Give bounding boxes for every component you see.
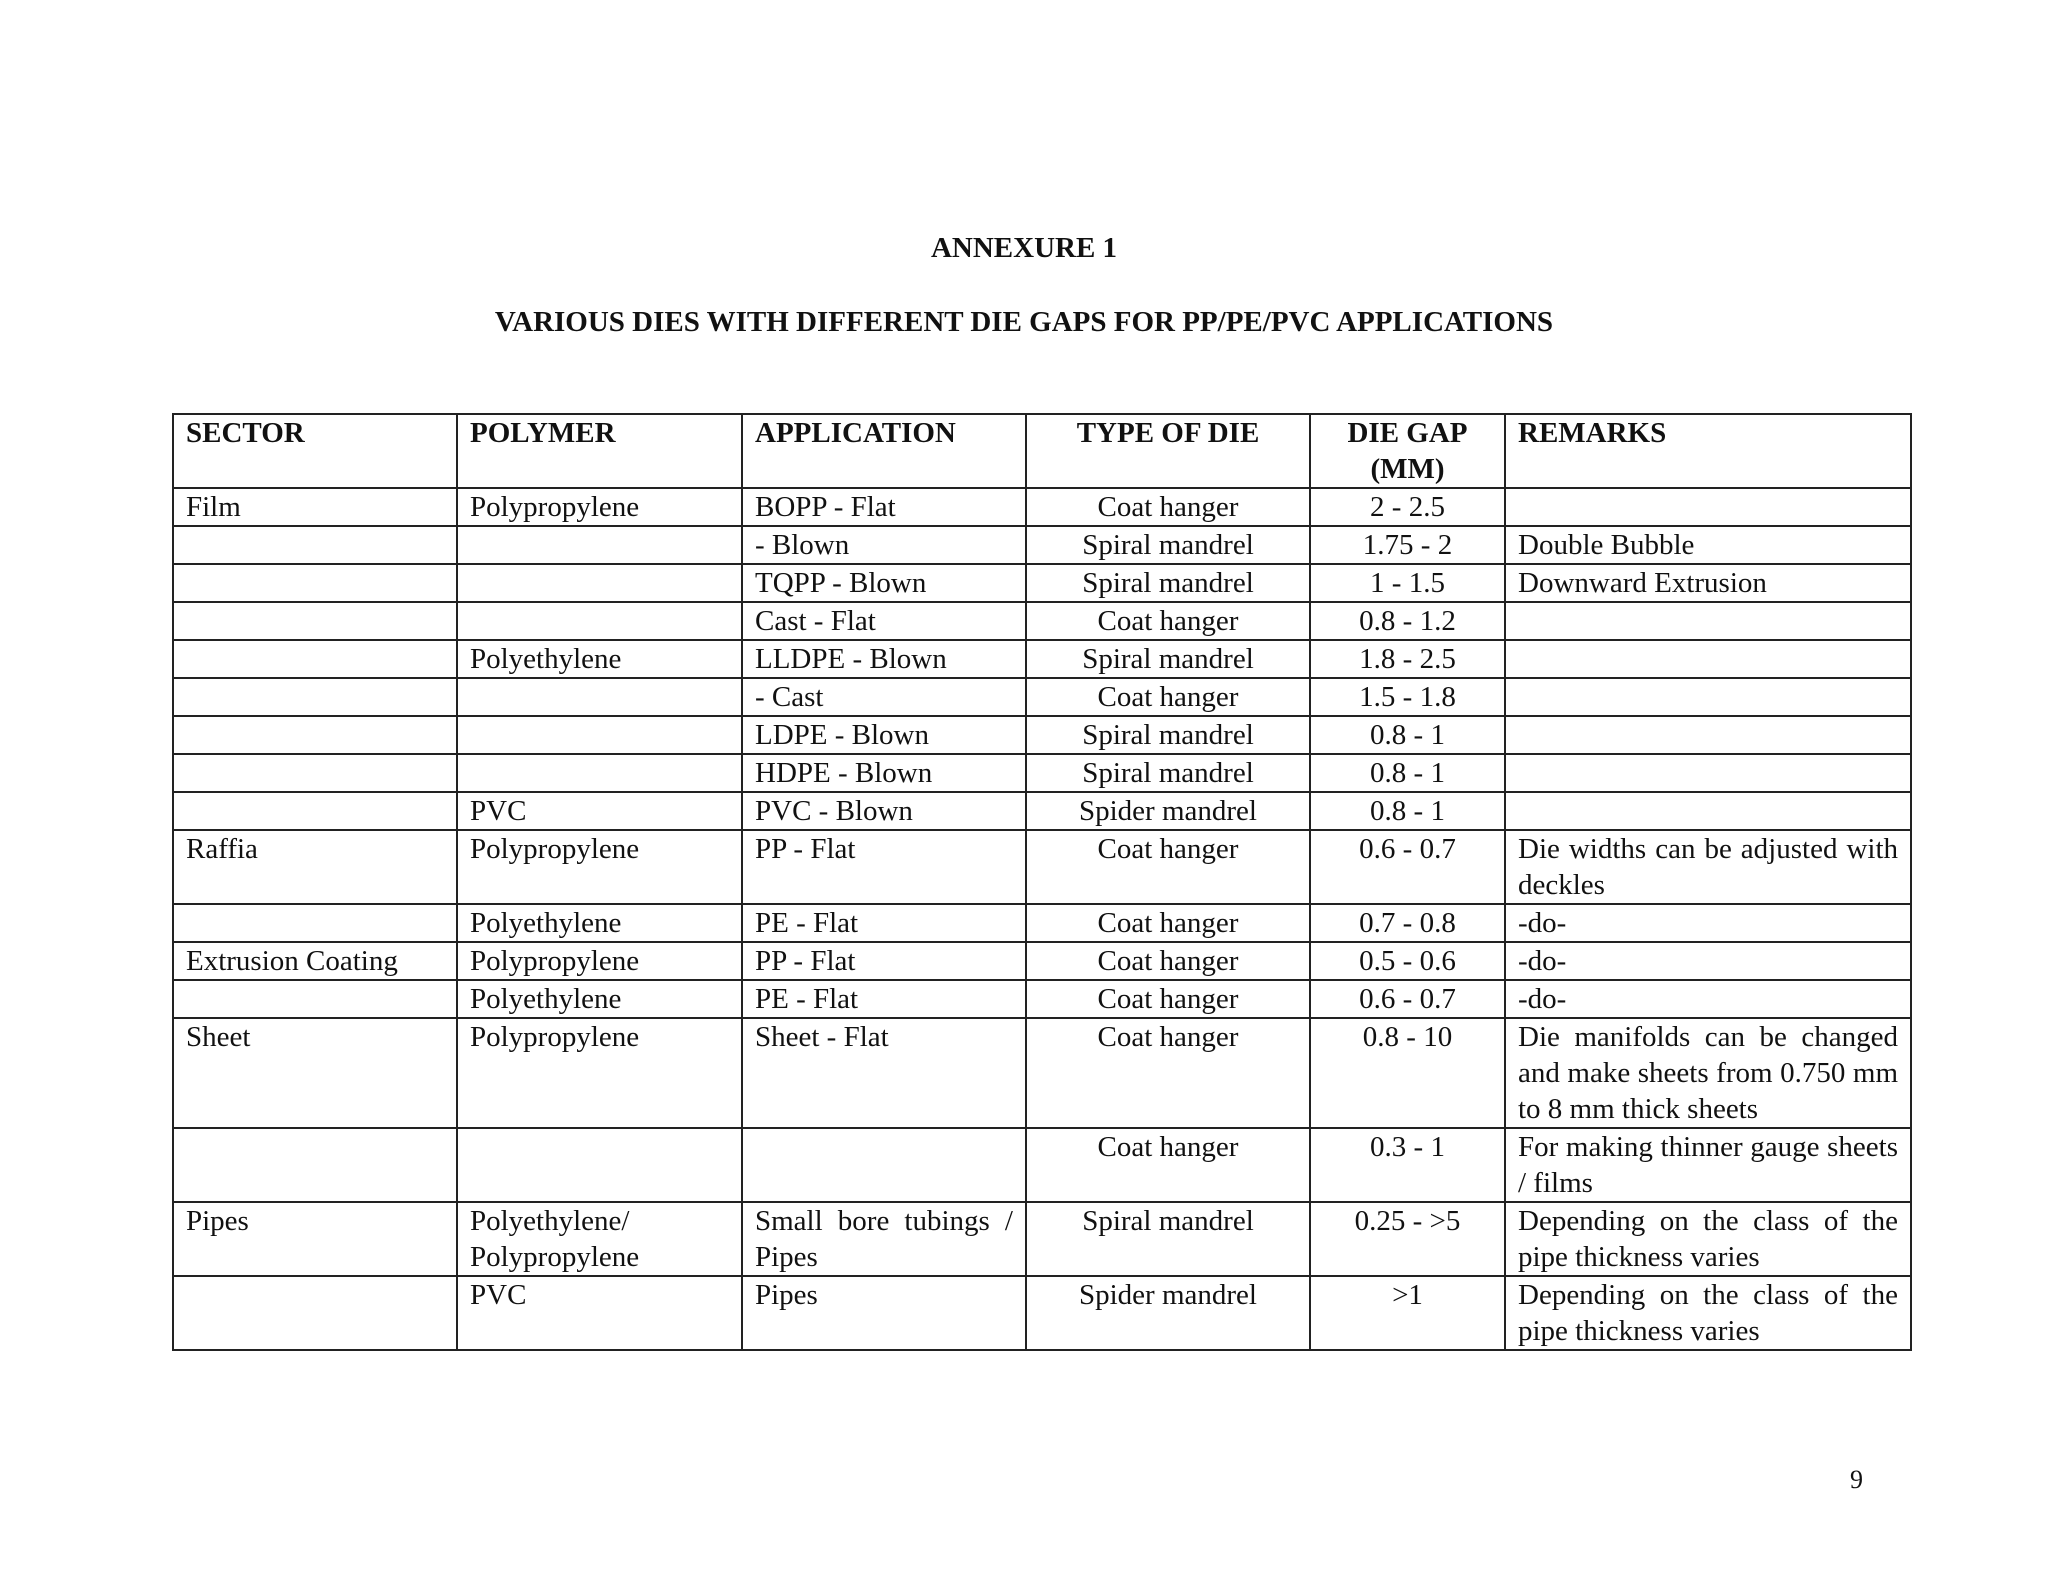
header-type-of-die: TYPE OF DIE bbox=[1026, 414, 1310, 488]
cell-die-gap: 0.6 - 0.7 bbox=[1310, 830, 1505, 904]
cell-die-gap: 1.8 - 2.5 bbox=[1310, 640, 1505, 678]
cell-remarks bbox=[1505, 716, 1911, 754]
cell-remarks: Depending on the class of the pipe thickness varies bbox=[1505, 1202, 1911, 1276]
table-row bbox=[173, 488, 1911, 526]
cell-polymer: Polypropylene bbox=[457, 488, 742, 526]
cell-sector bbox=[173, 640, 457, 678]
cell-sector: Sheet bbox=[173, 1018, 457, 1128]
cell-die-gap: 1.75 - 2 bbox=[1310, 526, 1505, 564]
cell-type-of-die: Spiral mandrel bbox=[1026, 754, 1310, 792]
document-title: VARIOUS DIES WITH DIFFERENT DIE GAPS FOR PP/PE/PVC APPLICATIONS bbox=[494, 306, 1554, 338]
cell-polymer: PVC bbox=[457, 1276, 742, 1350]
cell-remarks: Double Bubble bbox=[1505, 526, 1911, 564]
cell-die-gap: 1.5 - 1.8 bbox=[1310, 678, 1505, 716]
cell-application: PE - Flat bbox=[742, 904, 1026, 942]
cell-polymer bbox=[457, 602, 742, 640]
cell-sector: Pipes bbox=[173, 1202, 457, 1276]
cell-type-of-die: Spiral mandrel bbox=[1026, 716, 1310, 754]
cell-polymer: Polyethylene/ Polypropylene bbox=[457, 1202, 742, 1276]
cell-die-gap: 0.3 - 1 bbox=[1310, 1128, 1505, 1202]
cell-remarks bbox=[1505, 640, 1911, 678]
cell-die-gap: >1 bbox=[1310, 1276, 1505, 1350]
cell-die-gap: 0.6 - 0.7 bbox=[1310, 980, 1505, 1018]
cell-polymer: Polypropylene bbox=[457, 942, 742, 980]
table-row bbox=[173, 1128, 1911, 1202]
cell-sector: Raffia bbox=[173, 830, 457, 904]
cell-die-gap: 0.8 - 1 bbox=[1310, 716, 1505, 754]
cell-sector bbox=[173, 1276, 457, 1350]
cell-polymer: Polyethylene bbox=[457, 980, 742, 1018]
cell-polymer: Polypropylene bbox=[457, 830, 742, 904]
cell-sector bbox=[173, 564, 457, 602]
cell-die-gap: 0.7 - 0.8 bbox=[1310, 904, 1505, 942]
cell-application: LDPE - Blown bbox=[742, 716, 1026, 754]
cell-application: PVC - Blown bbox=[742, 792, 1026, 830]
annexure-heading: ANNEXURE 1 bbox=[930, 232, 1118, 264]
table-row bbox=[173, 904, 1911, 942]
table-row bbox=[173, 754, 1911, 792]
cell-die-gap: 2 - 2.5 bbox=[1310, 488, 1505, 526]
cell-remarks bbox=[1505, 602, 1911, 640]
cell-sector bbox=[173, 754, 457, 792]
header-die-gap: DIE GAP (MM) bbox=[1310, 414, 1505, 488]
header-sector: SECTOR bbox=[173, 414, 457, 488]
cell-polymer bbox=[457, 526, 742, 564]
cell-die-gap: 1 - 1.5 bbox=[1310, 564, 1505, 602]
table-row bbox=[173, 564, 1911, 602]
cell-polymer bbox=[457, 754, 742, 792]
cell-application: - Blown bbox=[742, 526, 1026, 564]
cell-sector bbox=[173, 904, 457, 942]
cell-remarks: -do- bbox=[1505, 980, 1911, 1018]
cell-remarks: -do- bbox=[1505, 904, 1911, 942]
cell-remarks bbox=[1505, 678, 1911, 716]
table-row bbox=[173, 1018, 1911, 1128]
die-gap-table bbox=[172, 413, 1912, 1351]
cell-type-of-die: Coat hanger bbox=[1026, 942, 1310, 980]
table-row bbox=[173, 942, 1911, 980]
cell-type-of-die: Coat hanger bbox=[1026, 678, 1310, 716]
cell-type-of-die: Spider mandrel bbox=[1026, 792, 1310, 830]
cell-sector bbox=[173, 792, 457, 830]
cell-sector: Film bbox=[173, 488, 457, 526]
cell-application: Sheet - Flat bbox=[742, 1018, 1026, 1128]
header-application: APPLICATION bbox=[742, 414, 1026, 488]
cell-type-of-die: Spiral mandrel bbox=[1026, 640, 1310, 678]
cell-application: Cast - Flat bbox=[742, 602, 1026, 640]
cell-sector bbox=[173, 980, 457, 1018]
cell-application: Pipes bbox=[742, 1276, 1026, 1350]
cell-application: LLDPE - Blown bbox=[742, 640, 1026, 678]
cell-type-of-die: Coat hanger bbox=[1026, 830, 1310, 904]
table-row bbox=[173, 602, 1911, 640]
cell-type-of-die: Spider mandrel bbox=[1026, 1276, 1310, 1350]
cell-remarks bbox=[1505, 792, 1911, 830]
page-number: 9 bbox=[1850, 1465, 1863, 1494]
header-polymer: POLYMER bbox=[457, 414, 742, 488]
cell-die-gap: 0.5 - 0.6 bbox=[1310, 942, 1505, 980]
table-row bbox=[173, 792, 1911, 830]
cell-application: PP - Flat bbox=[742, 942, 1026, 980]
cell-type-of-die: Coat hanger bbox=[1026, 488, 1310, 526]
cell-remarks: Die widths can be adjusted with deckles bbox=[1505, 830, 1911, 904]
cell-type-of-die: Coat hanger bbox=[1026, 1018, 1310, 1128]
cell-application: PP - Flat bbox=[742, 830, 1026, 904]
table-row bbox=[173, 640, 1911, 678]
cell-type-of-die: Spiral mandrel bbox=[1026, 526, 1310, 564]
cell-type-of-die: Coat hanger bbox=[1026, 1128, 1310, 1202]
cell-polymer: Polypropylene bbox=[457, 1018, 742, 1128]
cell-sector bbox=[173, 1128, 457, 1202]
cell-polymer: PVC bbox=[457, 792, 742, 830]
cell-die-gap: 0.25 - >5 bbox=[1310, 1202, 1505, 1276]
cell-application: - Cast bbox=[742, 678, 1026, 716]
cell-type-of-die: Coat hanger bbox=[1026, 980, 1310, 1018]
cell-die-gap: 0.8 - 10 bbox=[1310, 1018, 1505, 1128]
cell-remarks bbox=[1505, 754, 1911, 792]
table-row bbox=[173, 678, 1911, 716]
table-row bbox=[173, 1276, 1911, 1350]
cell-die-gap: 0.8 - 1 bbox=[1310, 754, 1505, 792]
cell-sector bbox=[173, 716, 457, 754]
table-row bbox=[173, 830, 1911, 904]
cell-remarks: Depending on the class of the pipe thickness varies bbox=[1505, 1276, 1911, 1350]
cell-application: Small bore tubings / Pipes bbox=[742, 1202, 1026, 1276]
cell-polymer: Polyethylene bbox=[457, 904, 742, 942]
cell-application: BOPP - Flat bbox=[742, 488, 1026, 526]
cell-remarks bbox=[1505, 488, 1911, 526]
cell-application: TQPP - Blown bbox=[742, 564, 1026, 602]
cell-sector bbox=[173, 602, 457, 640]
cell-type-of-die: Spiral mandrel bbox=[1026, 564, 1310, 602]
cell-polymer bbox=[457, 564, 742, 602]
cell-type-of-die: Spiral mandrel bbox=[1026, 1202, 1310, 1276]
cell-polymer: Polyethylene bbox=[457, 640, 742, 678]
cell-polymer bbox=[457, 1128, 742, 1202]
cell-type-of-die: Coat hanger bbox=[1026, 904, 1310, 942]
cell-sector: Extrusion Coating bbox=[173, 942, 457, 980]
table-row bbox=[173, 980, 1911, 1018]
table-row bbox=[173, 716, 1911, 754]
cell-sector bbox=[173, 526, 457, 564]
cell-remarks: Die manifolds can be changed and make sheets from 0.750 mm to 8 mm thick sheets bbox=[1505, 1018, 1911, 1128]
cell-application: PE - Flat bbox=[742, 980, 1026, 1018]
header-remarks: REMARKS bbox=[1505, 414, 1911, 488]
cell-type-of-die: Coat hanger bbox=[1026, 602, 1310, 640]
cell-sector bbox=[173, 678, 457, 716]
cell-application bbox=[742, 1128, 1026, 1202]
cell-remarks: Downward Extrusion bbox=[1505, 564, 1911, 602]
cell-polymer bbox=[457, 716, 742, 754]
cell-remarks: -do- bbox=[1505, 942, 1911, 980]
cell-application: HDPE - Blown bbox=[742, 754, 1026, 792]
cell-polymer bbox=[457, 678, 742, 716]
table-row bbox=[173, 526, 1911, 564]
table-header-row bbox=[173, 414, 1911, 488]
cell-die-gap: 0.8 - 1.2 bbox=[1310, 602, 1505, 640]
cell-remarks: For making thinner gauge sheets / films bbox=[1505, 1128, 1911, 1202]
table-row bbox=[173, 1202, 1911, 1276]
cell-die-gap: 0.8 - 1 bbox=[1310, 792, 1505, 830]
